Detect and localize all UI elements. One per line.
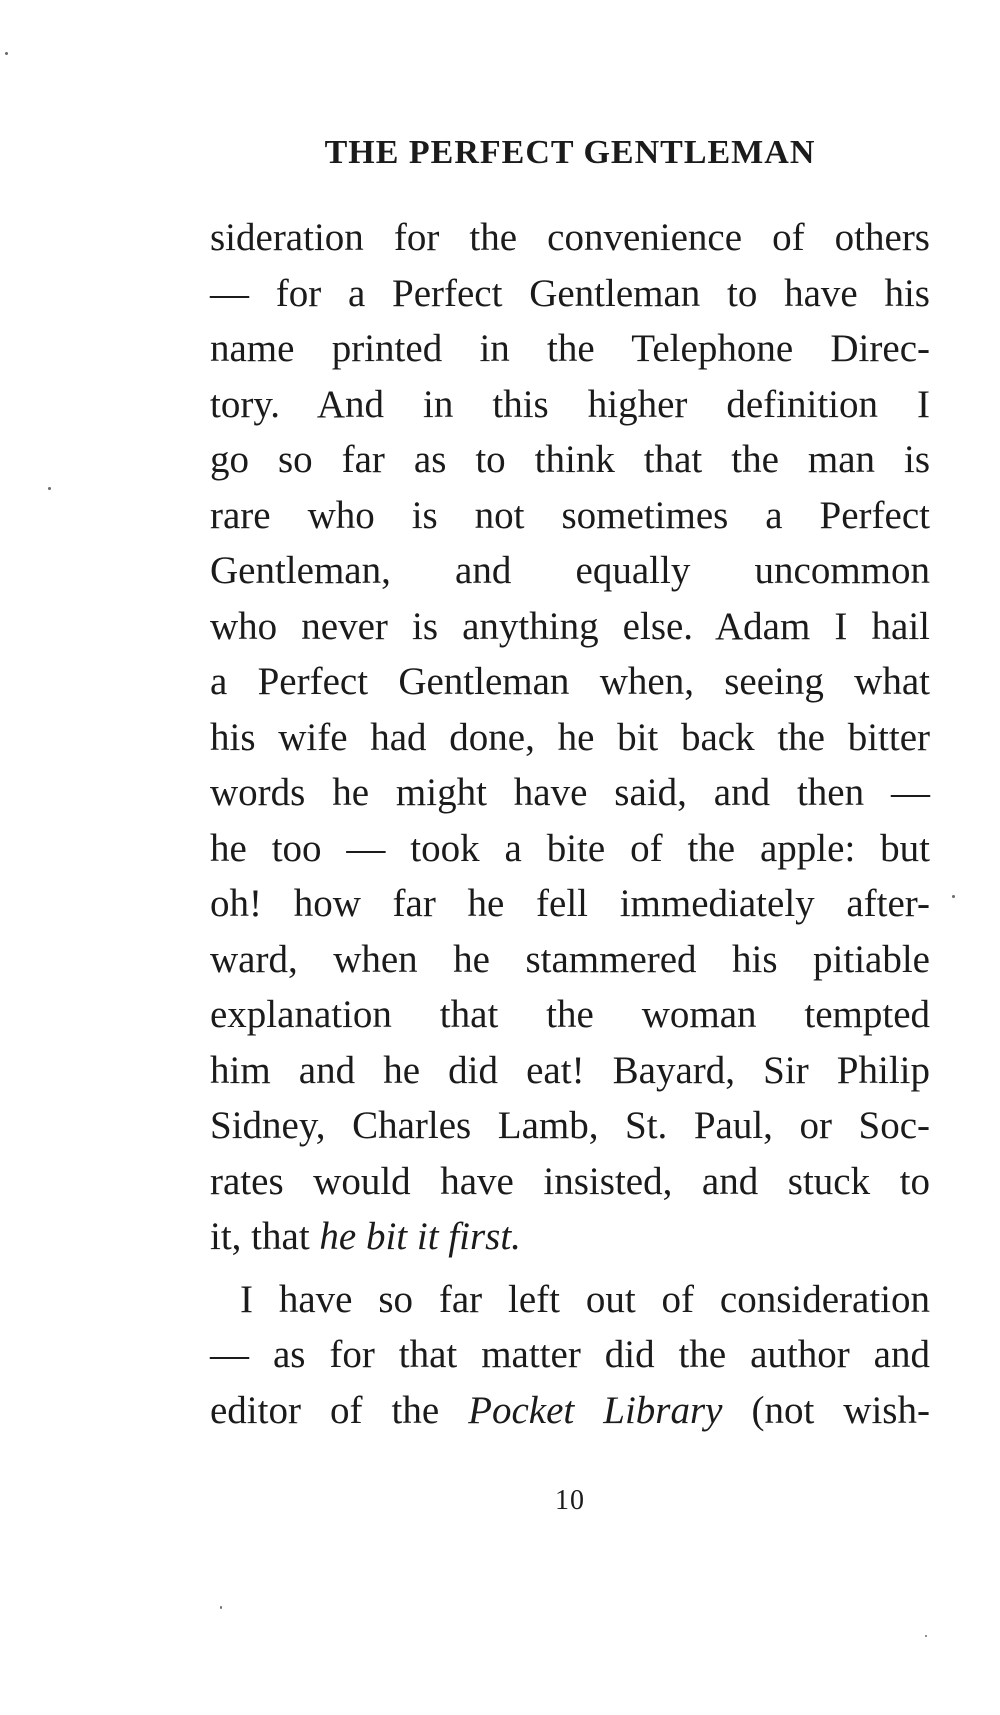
scan-speck (5, 52, 8, 55)
text-line: his wife had done, he bit back the bitter (210, 715, 930, 759)
text-line: a Perfect Gentleman when, seeing what (210, 660, 930, 703)
text-line: explanation that the woman tempted (210, 993, 930, 1036)
text-line-paragraph-end (210, 1209, 930, 1265)
text-line: go so far as to think that the man is (210, 438, 930, 481)
text-line-paragraph-start: I have so far left out of consideration (240, 1277, 930, 1321)
text-line: tory. And in this higher definition I (210, 382, 930, 426)
text-run: editor of the (210, 1388, 469, 1432)
paragraph-gap (210, 1265, 930, 1272)
scan-speck (952, 895, 955, 898)
text-line: name printed in the Telephone Direc- (210, 327, 930, 370)
italic-phrase: he bit it first. (319, 1215, 521, 1258)
text-run: (not wish- (722, 1388, 930, 1432)
text-line: him and he did eat! Bayard, Sir Philip (210, 1048, 930, 1092)
scan-speck (925, 1635, 927, 1637)
text-line: oh! how far he fell immediately after- (210, 882, 930, 925)
text-line (210, 1383, 930, 1439)
scan-speck (48, 487, 51, 490)
running-head: THE PERFECT GENTLEMAN (324, 134, 816, 171)
text-line: Sidney, Charles Lamb, St. Paul, or Soc- (210, 1104, 930, 1147)
text-line: words he might have said, and then — (210, 771, 930, 814)
text-line: rare who is not sometimes a Perfect (210, 493, 930, 537)
scan-speck (220, 1606, 222, 1609)
text-line: rates would have insisted, and stuck to (210, 1159, 930, 1203)
text-line: who never is anything else. Adam I hail (210, 604, 930, 648)
text-line: — as for that matter did the author and (210, 1333, 930, 1376)
text-run: it, that (210, 1215, 320, 1258)
italic-title: Pocket Library (468, 1388, 723, 1432)
page-number: 10 (555, 1485, 585, 1516)
text-line: he too — took a bite of the apple: but (210, 826, 930, 870)
body-text (210, 210, 930, 1438)
text-line: Gentleman, and equally uncommon (210, 549, 930, 592)
text-line: ward, when he stammered his pitiable (210, 937, 930, 981)
text-line: sideration for the convenience of others (210, 216, 930, 259)
text-line: — for a Perfect Gentleman to have his (210, 271, 930, 315)
